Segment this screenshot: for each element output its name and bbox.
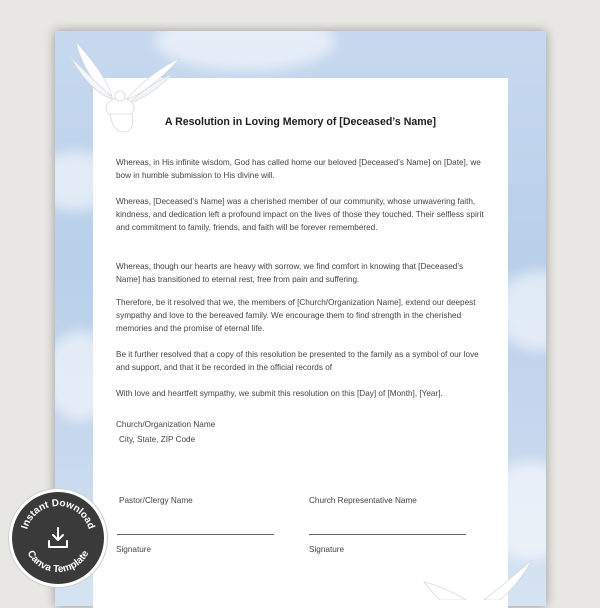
badge-text-bottom: Canva Template: [24, 548, 92, 576]
download-icon: [45, 525, 71, 551]
dove-icon: [420, 560, 540, 600]
signature-label-left: Signature: [116, 545, 152, 554]
paragraph-4: Therefore, be it resolved that we, the members of [Church/Organization Name], extend our deepest sympathy and love to the bereaved family. We encourage them to find strength in the cherished memories and the promise of eternal life.: [116, 298, 476, 333]
org-address-label: City, State, ZIP Code: [119, 435, 196, 444]
paragraph-3: Whereas, though our hearts are heavy with sorrow, we find comfort in knowing that [Deceased’s Name] has transitioned to eternal rest, free from pain and suffering.: [116, 262, 464, 284]
paragraph-1: Whereas, in His infinite wisdom, God has called home our beloved [Deceased’s Name] on [Date], we bow in humble submission to His divine will.: [116, 158, 481, 180]
signature-line-right: [309, 534, 466, 535]
paragraph-2: Whereas, [Deceased’s Name] was a cherished member of our community, whose unwavering faith, kindness, and dedication left a profound impact on the lives of those they touched. Their selfless spirit and commitment to family, friends, and faith will be forever remembered.: [116, 197, 484, 232]
representative-name-label: Church Representative Name: [309, 496, 417, 505]
pastor-name-label: Pastor/Clergy Name: [119, 496, 193, 505]
badge-text-top: Instant Download: [19, 497, 97, 531]
signature-line-left: [117, 534, 274, 535]
paragraph-5: Be it further resolved that a copy of this resolution be presented to the family as a symbol of our love and support, and that it be recorded in the official records of: [116, 350, 479, 372]
svg-text:Canva Template: [25, 548, 92, 575]
org-name-label: Church/Organization Name: [116, 420, 216, 429]
signature-label-right: Signature: [309, 545, 345, 554]
document-title: A Resolution in Loving Memory of [Deceased’s Name]: [164, 116, 437, 128]
instant-download-badge: [12, 492, 104, 584]
paragraph-6: With love and heartfelt sympathy, we submit this resolution on this [Day] of [Month], [Year].: [116, 389, 443, 398]
